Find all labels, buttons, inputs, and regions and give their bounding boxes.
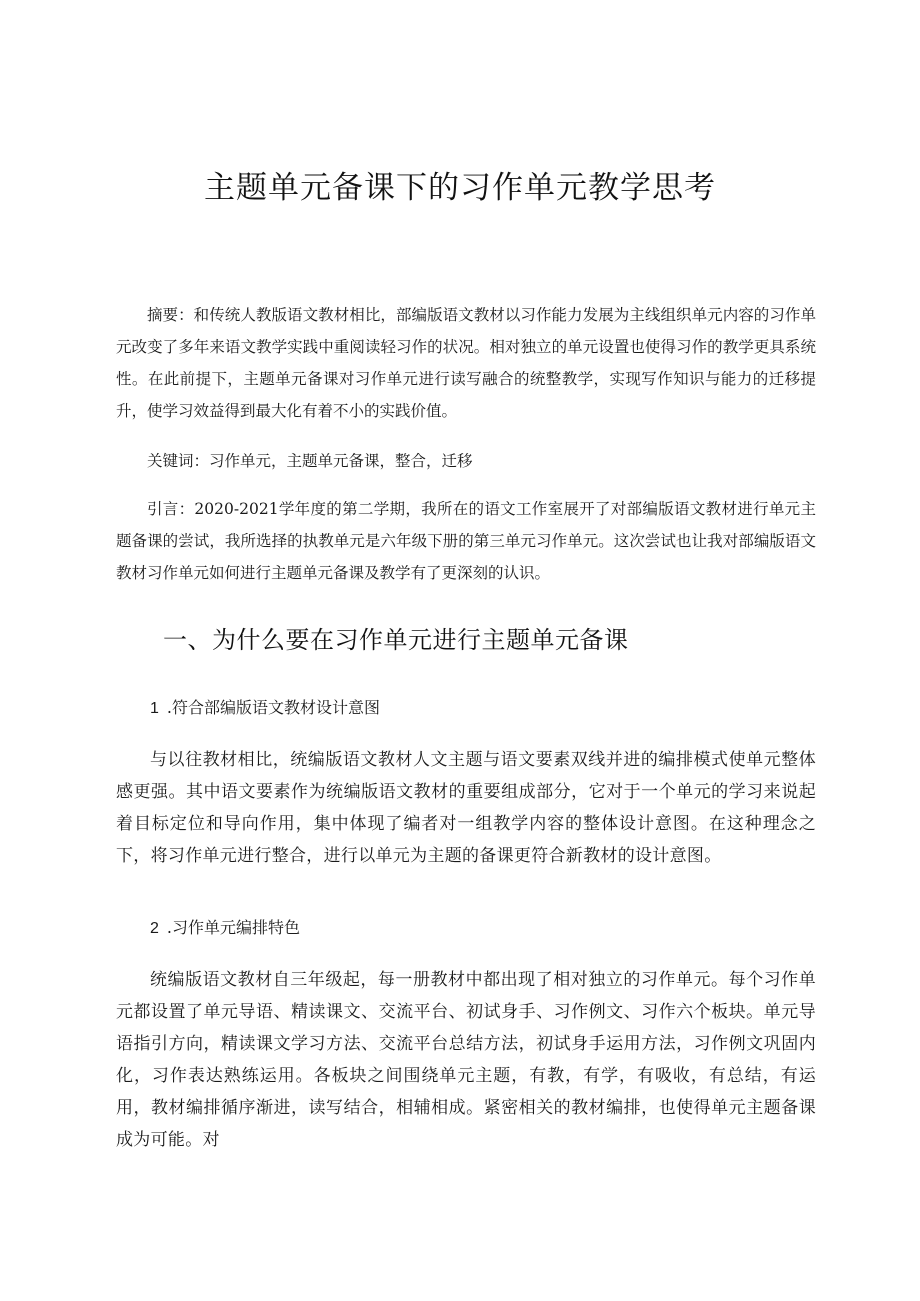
abstract-paragraph: 摘要：和传统人教版语文教材相比，部编版语文教材以习作能力发展为主线组织单元内容的习作单元改变了多年来语文教学实践中重阅读轻习作的状况。相对独立的单元设置也使得习作的教学更具系统性。在此前提下，主题单元备课对习作单元进行读写融合的统整教学，实现写作知识与能力的迁移提升，使学习效益得到最大化有着不小的实践价值。 <box>116 306 816 420</box>
subsection-body-2: 统编版语文教材自三年级起，每一册教材中都出现了相对独立的习作单元。每个习作单元都设置了单元导语、精读课文、交流平台、初试身手、习作例文、习作六个板块。单元导语指引方向，精读课文学习方法、交流平台总结方法，初试身手运用方法，习作例文巩固内化，习作表达熟练运用。各板块之间围绕单元主题，有教，有学，有吸收，有总结，有运用，教材编排循序渐进，读写结合，相辅相成。紧密相关的教材编排，也使得单元主题备课成为可能。对 <box>116 970 816 1150</box>
section-heading: 一、为什么要在习作单元进行主题单元备课 <box>163 626 629 654</box>
intro-paragraph: 引言：2020-2021学年度的第二学期，我所在的语文工作室展开了对部编版语文教材进行单元主题备课的尝试，我所选择的执教单元是六年级下册的第三单元习作单元。这次尝试也让我对部编版语文教材习作单元如何进行主题单元备课及教学有了更深刻的认识。 <box>116 500 816 582</box>
subsection-title: .符合部编版语文教材设计意图 <box>166 698 380 717</box>
subsection-body-1: 与以往教材相比，统编版语文教材人文主题与语文要素双线并进的编排模式使单元整体感更强。其中语文要素作为统编版语文教材的重要组成部分，它对于一个单元的学习来说起着目标定位和导向作用，集中体现了编者对一组教学内容的整体设计意图。在这种理念之下，将习作单元进行整合，进行以单元为主题的备课更符合新教材的设计意图。 <box>116 750 816 866</box>
keywords-paragraph: 关键词：习作单元，主题单元备课，整合，迁移 <box>147 452 473 470</box>
subsection-heading-2 <box>150 914 300 943</box>
subsection-number: 1 <box>150 700 159 717</box>
subsection-title: .习作单元编排特色 <box>166 918 300 937</box>
subsection-number: 2 <box>150 920 159 937</box>
document-title: 主题单元备课下的习作单元教学思考 <box>204 170 716 206</box>
subsection-heading-1 <box>150 694 380 723</box>
